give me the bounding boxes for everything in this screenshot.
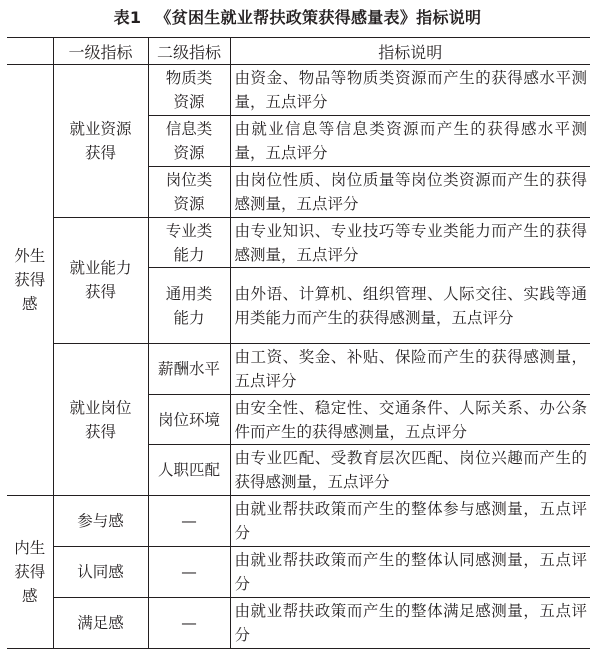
header-secondary-indicator: 二级指标 [148,38,230,65]
description-cell: 由岗位性质、岗位质量等岗位类资源而产生的获得感测量，五点评分 [230,166,590,217]
secondary-label: 岗位类资源 [165,170,213,213]
table-row [7,547,590,598]
secondary-indicator-cell: 岗位环境 [148,394,230,445]
table-row [7,598,590,649]
description-cell: 由就业信息等信息类资源而产生的获得感水平测量，五点评分 [230,115,590,166]
description-cell: 由就业帮扶政策而产生的整体参与感测量，五点评分 [230,496,590,547]
secondary-label: 信息类资源 [165,119,213,162]
indicator-table [7,37,590,649]
secondary-indicator-cell: — [148,496,230,547]
description-cell: 由就业帮扶政策而产生的整体认同感测量，五点评分 [230,547,590,598]
table-row [7,496,590,547]
group-cell [7,496,53,649]
description-cell: 由外语、计算机、组织管理、人际交往、实践等通用类能力而产生的获得感测量，五点评分 [230,268,590,343]
primary-label: 就业能力获得 [69,259,132,302]
table-number: 表1 [113,8,142,27]
table-title: 《贫困生就业帮扶政策获得感量表》指标说明 [155,8,482,27]
table-row [7,217,590,268]
group-label: 外生获得感 [14,247,46,314]
secondary-indicator-cell: 薪酬水平 [148,343,230,394]
primary-indicator-cell: 满足感 [53,598,148,649]
secondary-indicator-cell [148,268,230,343]
secondary-indicator-cell [148,217,230,268]
description-cell: 由工资、奖金、补贴、保险而产生的获得感测量，五点评分 [230,343,590,394]
secondary-indicator-cell [148,115,230,166]
description-cell: 由专业知识、专业技巧等专业类能力而产生的获得感测量，五点评分 [230,217,590,268]
group-label: 内生获得感 [14,539,46,606]
secondary-indicator-cell: — [148,598,230,649]
primary-label: 就业资源获得 [69,119,132,162]
secondary-indicator-cell: 人职匹配 [148,445,230,496]
description-cell: 由安全性、稳定性、交通条件、人际关系、办公条件而产生的获得感测量，五点评分 [230,394,590,445]
header-indicator-description: 指标说明 [230,38,590,65]
header-primary-indicator: 一级指标 [53,38,148,65]
table-row [7,65,590,116]
table-row [7,343,590,394]
primary-indicator-cell [53,65,148,218]
secondary-label: 专业类能力 [165,221,213,264]
primary-label: 就业岗位获得 [69,398,132,441]
secondary-label: 通用类能力 [165,284,213,327]
secondary-label: 物质类资源 [165,68,213,111]
secondary-indicator-cell [148,65,230,116]
primary-indicator-cell: 认同感 [53,547,148,598]
description-cell: 由专业匹配、受教育层次匹配、岗位兴趣而产生的获得感测量，五点评分 [230,445,590,496]
group-cell [7,65,53,496]
primary-indicator-cell [53,217,148,343]
description-cell: 由就业帮扶政策而产生的整体满足感测量，五点评分 [230,598,590,649]
description-cell: 由资金、物品等物质类资源而产生的获得感水平测量，五点评分 [230,65,590,116]
primary-indicator-cell [53,343,148,496]
table-caption [0,4,595,32]
secondary-indicator-cell [148,166,230,217]
secondary-indicator-cell: — [148,547,230,598]
table-header-row [7,38,590,65]
header-blank [7,38,53,65]
primary-indicator-cell: 参与感 [53,496,148,547]
